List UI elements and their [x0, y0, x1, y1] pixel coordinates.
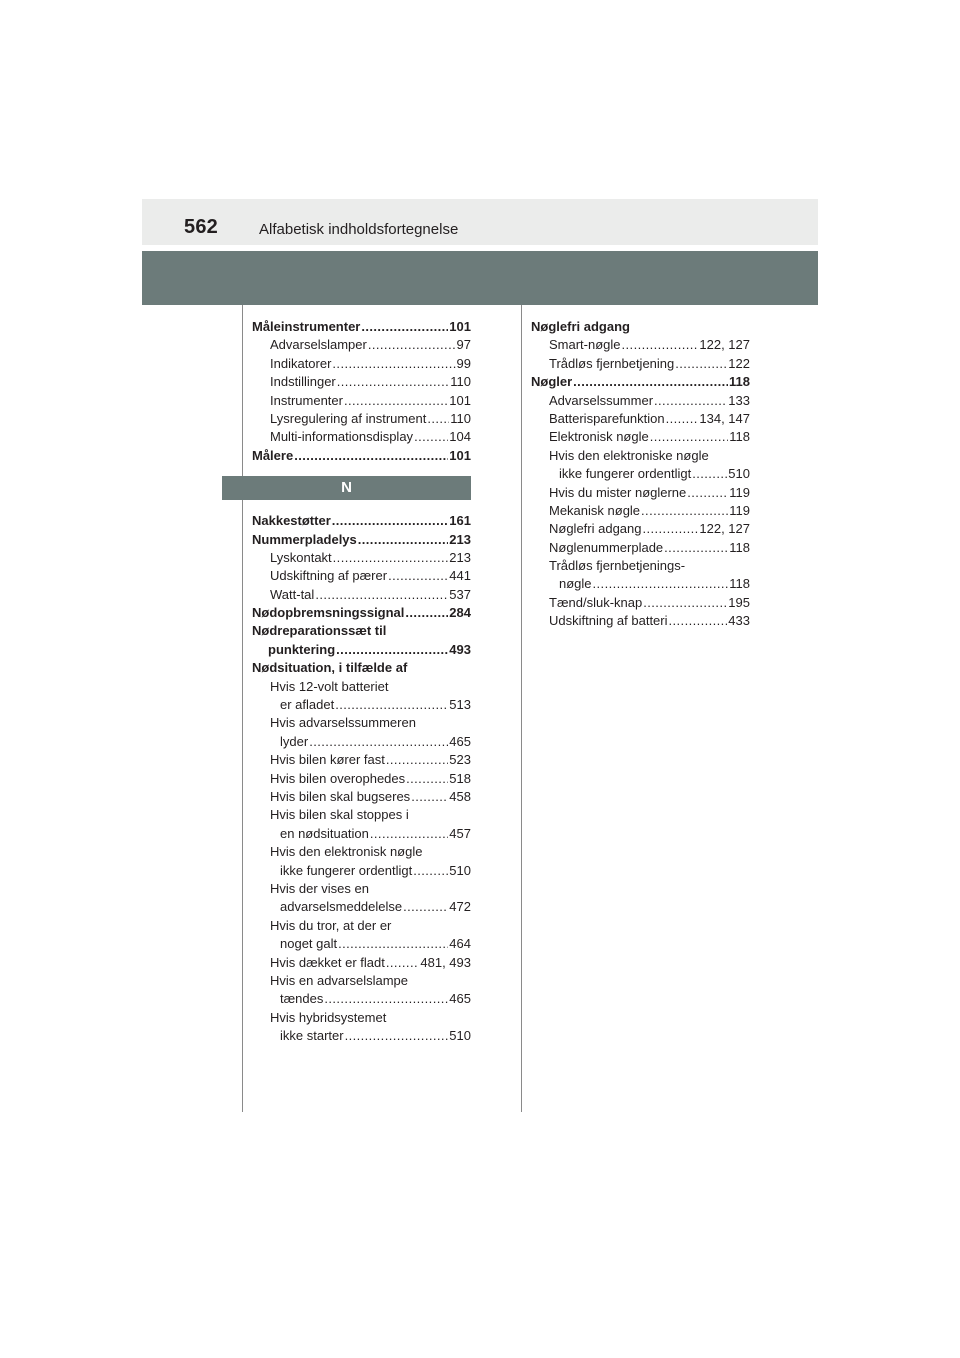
leader-dots	[643, 520, 699, 538]
index-entry	[252, 373, 471, 391]
index-entry-page: 510	[449, 1028, 471, 1044]
page-title: Alfabetisk indholdsfortegnelse	[259, 221, 459, 238]
index-entry	[531, 612, 750, 630]
index-entry	[252, 410, 471, 428]
leader-dots	[386, 751, 448, 769]
index-entry-page: 493	[449, 641, 471, 657]
leader-dots	[388, 567, 448, 585]
index-entry-page: 119	[729, 502, 750, 518]
leader-dots	[664, 539, 728, 557]
index-entry-text: Måleinstrumenter	[252, 319, 361, 334]
index-entry-text: Nøglenummerplade	[549, 539, 664, 555]
index-entry-text: Nøglefri adgang	[549, 521, 642, 537]
index-entry	[252, 549, 471, 567]
index-entry-page: 134, 147	[699, 410, 750, 426]
index-entry-page: 118	[729, 576, 750, 592]
index-entry	[252, 428, 471, 446]
index-entry-text: en nødsituation	[280, 825, 369, 841]
index-entry-page: 195	[728, 594, 750, 610]
index-entry-text: Indikatorer	[270, 355, 332, 371]
index-entry-page: 122	[728, 355, 750, 371]
index-entry-text: Multi-informationsdisplay	[270, 429, 414, 445]
leader-dots	[368, 336, 456, 354]
index-entry	[252, 972, 471, 990]
leader-dots	[332, 512, 449, 530]
leader-dots	[692, 465, 727, 483]
leader-dots	[669, 612, 728, 630]
index-entry-text: Lysregulering af instrument	[270, 410, 427, 426]
index-entry	[252, 714, 471, 732]
index-entry	[252, 825, 471, 843]
index-entry-page: 110	[450, 410, 471, 426]
index-entry-page: 104	[449, 429, 471, 445]
index-entry	[252, 567, 471, 585]
index-entry	[252, 392, 471, 410]
index-entry-text: Hvis bilen skal stoppes i	[270, 807, 409, 823]
index-entry-text: Hvis hybridsystemet	[270, 1009, 387, 1025]
index-entry	[252, 954, 471, 972]
index-entry	[531, 502, 750, 520]
index-entry-text: ikke fungerer ordentligt	[280, 862, 413, 878]
index-entry-text: advarselsmeddelelse	[280, 899, 403, 915]
leader-dots	[294, 447, 448, 465]
index-column-1	[252, 318, 471, 1045]
index-entry-text: Udskiftning af pærer	[270, 568, 388, 584]
leader-dots	[427, 410, 449, 428]
index-entry-page: 101	[449, 447, 471, 463]
column-divider-left	[242, 305, 243, 1112]
leader-dots	[337, 373, 450, 391]
index-entry-page: 472	[449, 899, 471, 915]
index-entry-text: Smart-nøgle	[549, 337, 621, 353]
index-entry	[531, 355, 750, 373]
index-entry-page: 122, 127	[699, 337, 750, 353]
index-entry-text: Hvis dækket er fladt	[270, 954, 385, 970]
index-entry-text: ikke fungerer ordentligt	[559, 466, 692, 482]
index-entry-text: Nødreparationssæt til	[252, 623, 387, 639]
index-entry	[531, 520, 750, 538]
index-entry	[252, 586, 471, 604]
index-entry-text: Batterisparefunktion	[549, 410, 665, 426]
leader-dots	[403, 898, 448, 916]
index-entry	[531, 410, 750, 428]
leader-dots	[406, 770, 448, 788]
index-entry-text: Hvis 12-volt batteriet	[270, 678, 389, 694]
index-entry	[252, 1027, 471, 1045]
index-entry	[252, 770, 471, 788]
index-entry	[531, 465, 750, 483]
leader-dots	[411, 788, 448, 806]
index-entry-text: Trådløs fjernbetjenings-	[549, 558, 686, 574]
index-entry	[252, 806, 471, 824]
index-entry	[252, 751, 471, 769]
index-entry-text: nøgle	[559, 576, 592, 592]
index-entry	[252, 733, 471, 751]
index-entry	[531, 428, 750, 446]
leader-dots	[675, 355, 727, 373]
index-entry-page: 101	[449, 392, 471, 408]
index-entry	[252, 696, 471, 714]
index-entry-page: 523	[449, 752, 471, 768]
index-entry	[252, 531, 471, 549]
index-entry-text: Udskiftning af batteri	[549, 613, 668, 629]
index-list-n	[252, 512, 471, 1045]
index-entry-page: 118	[729, 539, 750, 555]
index-entry-text: Indstillinger	[270, 374, 336, 390]
index-entry	[252, 788, 471, 806]
index-entry	[252, 990, 471, 1008]
index-entry-page: 213	[449, 531, 471, 547]
index-entry-page: 457	[449, 825, 471, 841]
leader-dots	[335, 696, 448, 714]
leader-dots	[622, 336, 699, 354]
index-entry-text: Nødsituation, i tilfælde af	[252, 660, 408, 676]
index-list-m	[252, 318, 471, 465]
index-entry	[252, 622, 471, 640]
index-entry-text: Watt-tal	[270, 586, 315, 602]
index-entry	[252, 318, 471, 336]
index-entry	[531, 557, 750, 575]
index-entry-text: Lyskontakt	[270, 549, 332, 565]
index-entry-page: 465	[449, 733, 471, 749]
index-entry-page: 118	[729, 374, 750, 390]
index-entry-text: Advarselslamper	[270, 337, 367, 353]
leader-dots	[650, 428, 729, 446]
index-entry-text: Nødopbremsningssignal	[252, 605, 405, 621]
index-entry-text: Hvis bilen skal bugseres	[270, 788, 411, 804]
index-entry	[252, 641, 471, 659]
index-entry-text: Målere	[252, 447, 294, 463]
leader-dots	[345, 1027, 449, 1045]
index-entry	[531, 318, 750, 336]
index-entry-text: tændes	[280, 991, 324, 1007]
index-entry-page: 101	[449, 319, 471, 334]
index-entry-text: Nøgler	[531, 374, 573, 390]
index-entry	[252, 336, 471, 354]
leader-dots	[573, 373, 728, 391]
index-entry-text: punktering	[268, 641, 336, 657]
index-entry-page: 97	[456, 337, 471, 353]
index-entry-page: 161	[449, 513, 471, 529]
index-entry-text: lyder	[280, 733, 309, 749]
index-entry-page: 433	[728, 613, 750, 629]
index-entry-page: 464	[449, 936, 471, 952]
index-entry-text: Nakkestøtter	[252, 513, 331, 529]
leader-dots	[386, 954, 420, 972]
index-entry-text: Hvis du mister nøglerne	[549, 484, 687, 500]
leader-dots	[641, 502, 728, 520]
index-entry-page: 510	[728, 466, 750, 482]
index-entry-text: Trådløs fjernbetjening	[549, 355, 675, 371]
index-entry-text: Hvis den elektroniske nøgle	[549, 447, 709, 463]
index-entry	[252, 355, 471, 373]
index-entry	[531, 447, 750, 465]
index-entry-text: noget galt	[280, 936, 338, 952]
index-entry	[252, 862, 471, 880]
leader-dots	[370, 825, 448, 843]
index-entry	[531, 594, 750, 612]
page-number: 562	[184, 216, 218, 238]
leader-dots	[358, 531, 449, 549]
index-entry	[252, 678, 471, 696]
leader-dots	[336, 641, 448, 659]
index-entry-page: 284	[449, 605, 471, 621]
index-entry-page: 518	[449, 770, 471, 786]
column-divider-right	[521, 305, 522, 1112]
leader-dots	[405, 604, 448, 622]
index-entry-page: 465	[449, 991, 471, 1007]
leader-dots	[309, 733, 448, 751]
header-bar	[142, 199, 818, 245]
index-entry	[252, 843, 471, 861]
section-letter-bar: N	[222, 476, 471, 500]
index-entry-text: Hvis bilen kører fast	[270, 752, 385, 768]
index-entry	[531, 392, 750, 410]
index-entry-page: 110	[450, 374, 471, 390]
index-entry	[252, 512, 471, 530]
leader-dots	[654, 392, 727, 410]
index-entry-text: Hvis der vises en	[270, 880, 369, 896]
index-entry-page: 481, 493	[420, 954, 471, 970]
index-entry-page: 118	[729, 429, 750, 445]
index-entry	[252, 880, 471, 898]
index-entry-text: Instrumenter	[270, 392, 343, 408]
index-entry	[531, 484, 750, 502]
leader-dots	[361, 318, 448, 336]
index-entry	[531, 575, 750, 593]
leader-dots	[332, 355, 455, 373]
leader-dots	[333, 549, 449, 567]
leader-dots	[338, 935, 448, 953]
leader-dots	[666, 410, 699, 428]
index-entry	[252, 659, 471, 677]
leader-dots	[413, 862, 448, 880]
index-entry-text: Elektronisk nøgle	[549, 429, 649, 445]
index-entry-page: 441	[449, 568, 471, 584]
leader-dots	[344, 392, 448, 410]
index-list-n-continued	[531, 318, 750, 631]
index-entry-page: 513	[449, 697, 471, 713]
index-entry-page: 133	[728, 392, 750, 408]
leader-dots	[687, 484, 728, 502]
header-band	[142, 251, 818, 305]
index-entry	[252, 1009, 471, 1027]
leader-dots	[315, 586, 448, 604]
index-entry-text: Advarselssummer	[549, 392, 654, 408]
index-entry-page: 510	[449, 862, 471, 878]
index-entry	[531, 539, 750, 557]
index-entry-page: 213	[449, 549, 471, 565]
index-entry-page: 119	[729, 484, 750, 500]
index-entry-text: Hvis den elektronisk nøgle	[270, 844, 423, 860]
index-entry-text: Hvis advarselssummeren	[270, 715, 416, 731]
index-entry	[252, 898, 471, 916]
index-entry	[531, 336, 750, 354]
index-entry-page: 458	[449, 788, 471, 804]
index-entry-page: 99	[456, 355, 471, 371]
leader-dots	[414, 428, 448, 446]
index-entry-text: Hvis bilen overophedes	[270, 770, 406, 786]
index-entry-text: Nummerpladelys	[252, 531, 357, 547]
index-entry	[252, 604, 471, 622]
index-entry-text: Nøglefri adgang	[531, 319, 630, 334]
index-entry-page: 122, 127	[699, 521, 750, 537]
leader-dots	[324, 990, 448, 1008]
index-entry-text: Tænd/sluk-knap	[549, 594, 643, 610]
index-entry	[252, 447, 471, 465]
index-entry	[531, 373, 750, 391]
index-entry-text: Hvis du tror, at der er	[270, 917, 392, 933]
index-entry-text: Hvis en advarselslampe	[270, 972, 409, 988]
index-column-2	[531, 318, 750, 631]
index-entry	[252, 917, 471, 935]
leader-dots	[643, 594, 727, 612]
index-entry-text: Mekanisk nøgle	[549, 502, 641, 518]
index-entry-text: ikke starter	[280, 1028, 344, 1044]
index-entry	[252, 935, 471, 953]
leader-dots	[593, 575, 729, 593]
index-entry-page: 537	[449, 586, 471, 602]
index-entry-text: er afladet	[280, 697, 335, 713]
